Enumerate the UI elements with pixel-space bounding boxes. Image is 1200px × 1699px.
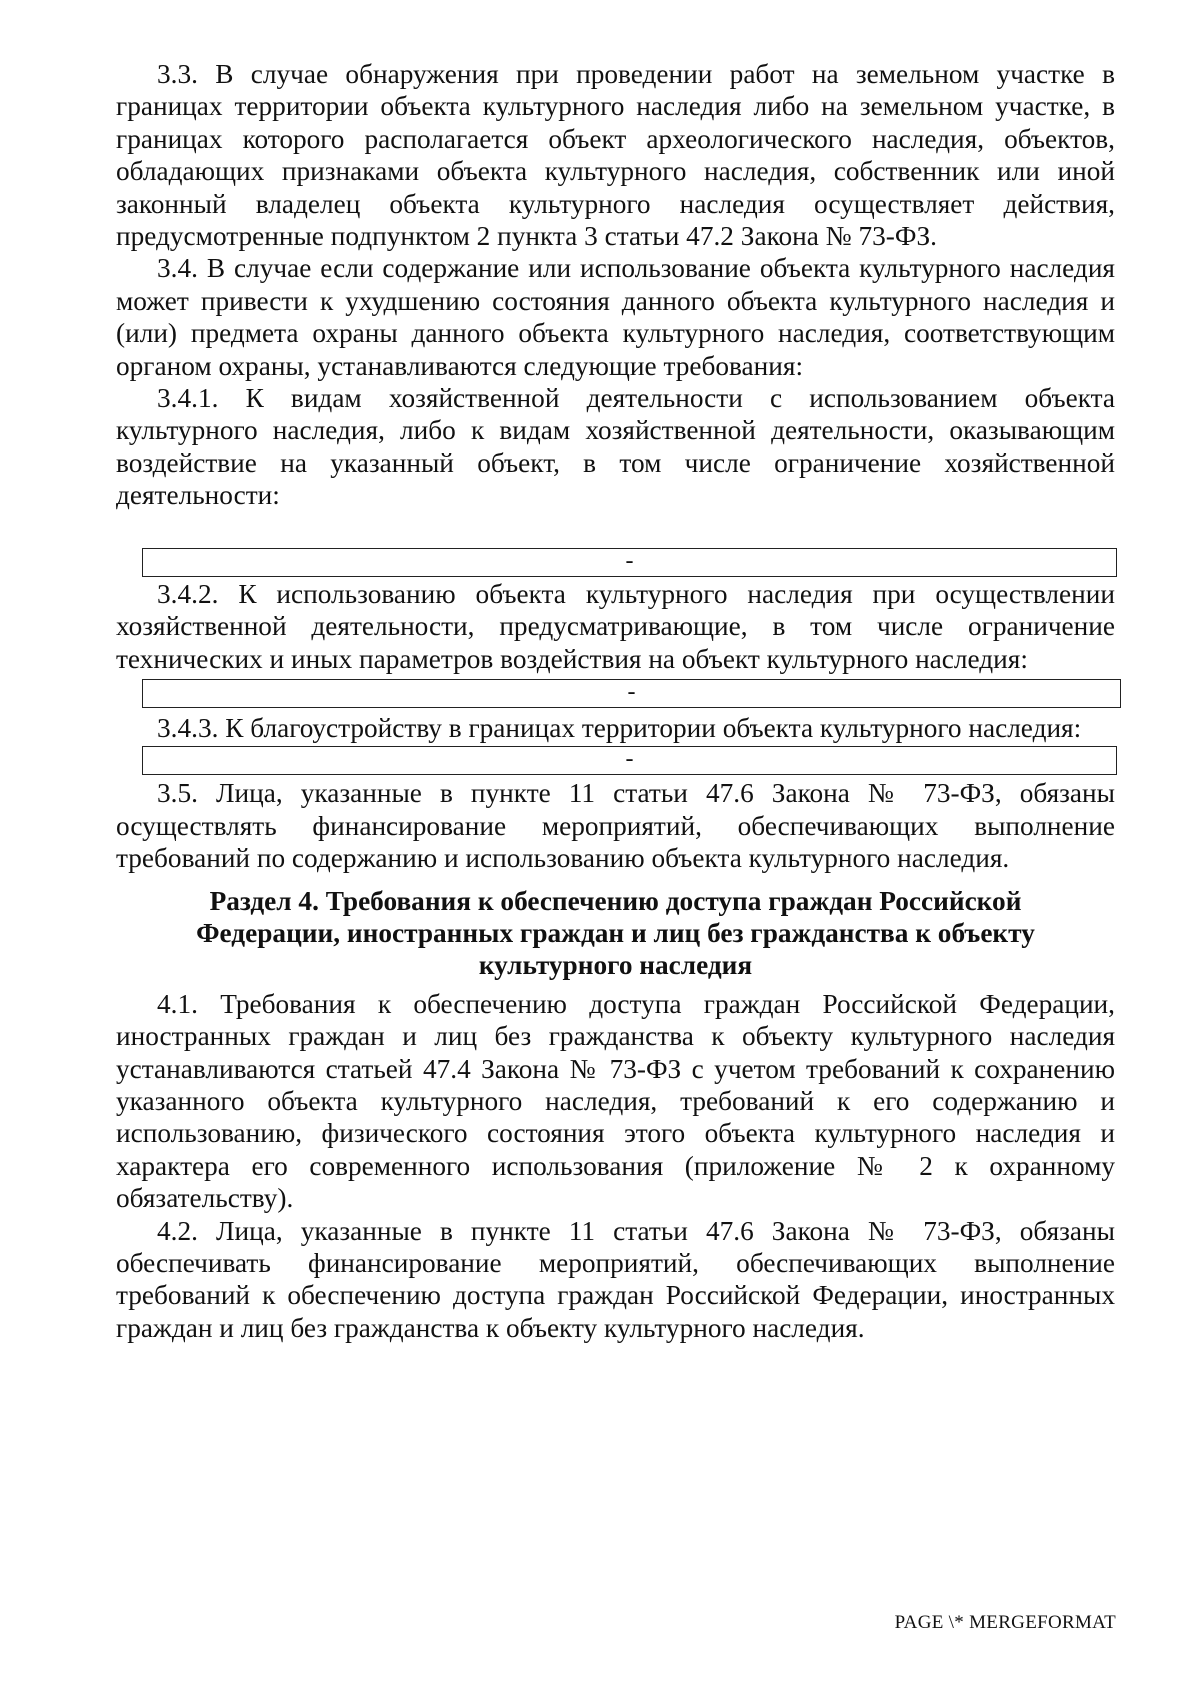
page-footer-field: PAGE \* MERGEFORMAT (894, 1612, 1116, 1633)
paragraph-4-2: 4.2. Лица, указанные в пункте 11 статьи 47.6 Закона № 73-ФЗ, обязаны обеспечивать финансирование мероприятий, обеспечивающих выполнение требований к обеспечению доступа граждан Российской Федерации, иностранных граждан и лиц без гражданства к объекту культурного наследия. (116, 1215, 1115, 1343)
paragraph-3-3: 3.3. В случае обнаружения при проведении работ на земельном участке в границах территории объекта культурного наследия либо на земельном участке, в границах которого располагается объект археологического наследия, объектов, обладающих признаками объекта культурного наследия, собственник или иной законный владелец объекта культурного наследия осуществляет действия, предусмотренные подпунктом 2 пункта 3 статьи 47.2 Закона № 73-ФЗ. (116, 59, 1115, 252)
paragraph-4-1: 4.1. Требования к обеспечению доступа граждан Российской Федерации, иностранных граждан и лиц без гражданства к объекту культурного наследия устанавливаются статьей 47.4 Закона № 73-ФЗ с учетом требований к сохранению указанного объекта культурного наследия, требований к его содержанию и использованию, физического состояния этого объекта культурного наследия и характера его современного использования (приложение № 2 к охранному обязательству). (116, 988, 1115, 1214)
paragraph-3-5: 3.5. Лица, указанные в пункте 11 статьи 47.6 Закона № 73-ФЗ, обязаны осуществлять финансирование мероприятий, обеспечивающих выполнение требований по содержанию и использованию объекта культурного наследия. (116, 778, 1115, 874)
paragraph-3-4-2: 3.4.2. К использованию объекта культурного наследия при осуществлении хозяйственной деятельности, предусматривающие, в том числе ограничение технических и иных параметров воздействия на объект культурного наследия: (116, 578, 1115, 674)
document-page (116, 58, 1115, 1344)
table-cell-3-4-3: - (142, 746, 1117, 775)
paragraph-3-4-1: 3.4.1. К видам хозяйственной деятельности с использованием объекта культурного наследия, либо к видам хозяйственной деятельности, оказывающим воздействие на указанный объект, в том числе ограничение хозяйственной деятельности: (116, 383, 1115, 511)
paragraph-3-4-3: 3.4.3. К благоустройству в границах территории объекта культурного наследия: (157, 712, 1082, 743)
table-cell-3-4-1: - (142, 548, 1117, 577)
table-cell-3-4-2: - (142, 679, 1121, 708)
paragraph-3-4: 3.4. В случае если содержание или использование объекта культурного наследия может привести к ухудшению состояния данного объекта культурного наследия и (или) предмета охраны данного объекта культурного наследия, соответствующим органом охраны, устанавливаются следующие требования: (116, 253, 1115, 381)
section-4-heading: Раздел 4. Требования к обеспечению доступа граждан Российской Федерации, иностранных граждан и лиц без гражданства к объекту культурного наследия (196, 885, 1035, 981)
